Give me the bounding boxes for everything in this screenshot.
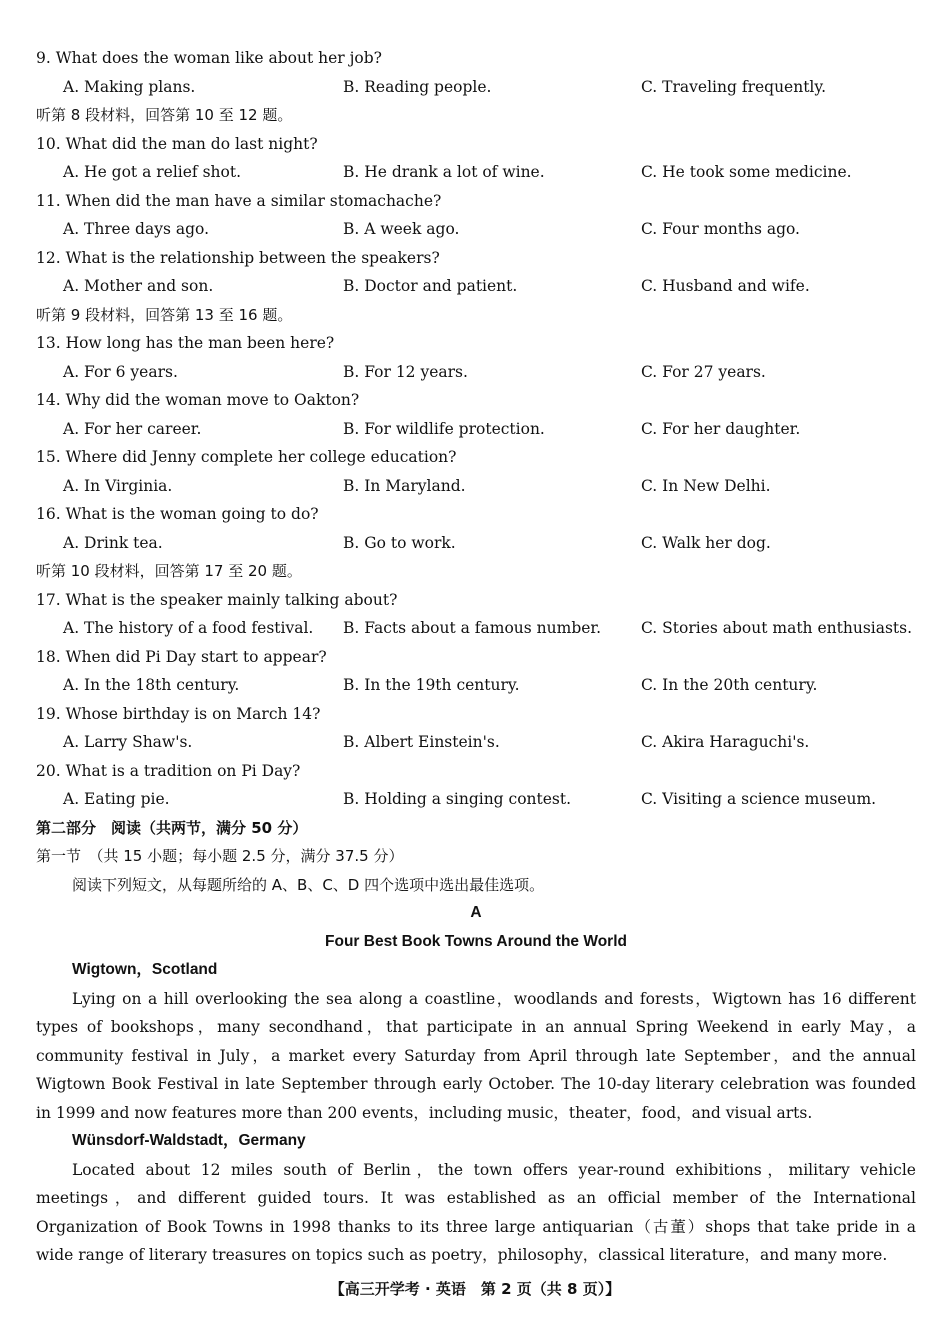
option-b: B. Albert Einstein's. xyxy=(343,733,500,751)
option-c: C. Four months ago. xyxy=(641,220,800,238)
passage-letter: A xyxy=(470,904,482,921)
question-text: 11. When did the man have a similar stomachache? xyxy=(36,191,442,210)
town-paragraph-wunsdorf: Located about 12 miles south of Berlin，the town offers year-round exhibitions，military vehicle meetings，and different guided tours. It was established as an official member of the International Organization of Book Towns in 1998 thanks to its three large antiquarian（古董）shops that take pride in a wide range of literary treasures on topics such as poetry，philosophy，classical literature，and many more. xyxy=(36,1160,916,1264)
option-b: B. In the 19th century. xyxy=(343,676,520,694)
question-text: 16. What is the woman going to do? xyxy=(36,505,319,523)
option-c: C. Akira Haraguchi's. xyxy=(641,733,810,751)
section-header-8: 听第 8 段材料，回答第 10 至 12 题。 xyxy=(36,106,293,124)
option-a: A. Mother and son. xyxy=(63,277,214,295)
option-b: B. Facts about a famous number. xyxy=(343,619,602,637)
options-row xyxy=(36,415,916,444)
option-a: A. Drink tea. xyxy=(63,533,163,552)
question-text: 10. What did the man do last night? xyxy=(36,134,318,153)
question-group-10-12 xyxy=(36,130,916,301)
option-b: B. Doctor and patient. xyxy=(343,277,518,295)
option-c: C. In New Delhi. xyxy=(641,476,771,495)
exam-page xyxy=(36,44,916,1270)
option-b: B. In Maryland. xyxy=(343,476,466,495)
town-heading-wunsdorf: Wünsdorf-Waldstadt，Germany xyxy=(72,1132,306,1149)
option-a: A. In the 18th century. xyxy=(63,676,240,694)
option-b: B. For wildlife protection. xyxy=(343,419,545,438)
section-header-9: 听第 9 段材料，回答第 13 至 16 题。 xyxy=(36,305,293,324)
options-row xyxy=(36,671,916,700)
options-row xyxy=(36,472,916,501)
option-a: A. The history of a food festival. xyxy=(63,619,314,637)
question-group-13-16 xyxy=(36,329,916,557)
reading-instruction: 阅读下列短文，从每题所给的 A、B、C、D 四个选项中选出最佳选项。 xyxy=(72,875,545,894)
options-row xyxy=(36,358,916,387)
part2-title: 第二部分 阅读（共两节，满分 50 分） xyxy=(36,818,308,837)
options-row xyxy=(36,73,916,102)
option-b: B. A week ago. xyxy=(343,220,460,238)
question-group-9 xyxy=(36,44,916,101)
option-c: C. Visiting a science museum. xyxy=(641,790,877,808)
option-a: A. Eating pie. xyxy=(63,790,170,808)
options-row xyxy=(36,529,916,558)
question-text: 9. What does the woman like about her job? xyxy=(36,49,382,67)
options-row xyxy=(36,728,916,757)
option-a: A. He got a relief shot. xyxy=(63,163,242,181)
passage-title: Four Best Book Towns Around the World xyxy=(325,932,627,950)
options-row xyxy=(36,215,916,244)
section-header-10: 听第 10 段材料，回答第 17 至 20 题。 xyxy=(36,562,302,580)
option-c: C. For her daughter. xyxy=(641,419,801,438)
option-a: A. For her career. xyxy=(63,419,202,438)
option-c: C. He took some medicine. xyxy=(641,163,852,181)
question-text: 20. What is a tradition on Pi Day? xyxy=(36,761,301,780)
options-row xyxy=(36,158,916,187)
option-c: C. Traveling frequently. xyxy=(641,77,827,96)
option-c: C. Walk her dog. xyxy=(641,533,771,552)
option-c: C. In the 20th century. xyxy=(641,676,818,694)
question-text: 17. What is the speaker mainly talking about? xyxy=(36,590,398,609)
option-a: A. For 6 years. xyxy=(63,362,178,381)
town-paragraph-wigtown: Lying on a hill overlooking the sea along a coastline，woodlands and forests，Wigtown has 16 different types of bookshops，many secondhand，that participate in an annual Spring Weekend in early May，a community festival in July，a market every Saturday from April through late September，and the annual Wigtown Book Festival in late September through early October. The 10-day literary celebration was founded in 1999 and now features more than 200 events，including music，theater，food，and visual arts. xyxy=(36,989,916,1122)
question-text: 19. Whose birthday is on March 14? xyxy=(36,704,321,723)
town-heading-wigtown: Wigtown，Scotland xyxy=(72,961,218,978)
option-a: A. Larry Shaw's. xyxy=(63,733,193,751)
option-b: B. Go to work. xyxy=(343,533,456,552)
question-text: 12. What is the relationship between the speakers? xyxy=(36,248,440,267)
option-c: C. For 27 years. xyxy=(641,362,766,381)
option-b: B. For 12 years. xyxy=(343,362,468,381)
option-b: B. Reading people. xyxy=(343,77,492,96)
option-c: C. Husband and wife. xyxy=(641,277,810,295)
option-c: C. Stories about math enthusiasts. xyxy=(641,619,913,637)
options-row xyxy=(36,614,916,643)
options-row xyxy=(36,785,916,814)
option-a: A. In Virginia. xyxy=(63,476,173,495)
question-text: 15. Where did Jenny complete her college education? xyxy=(36,448,457,466)
options-row xyxy=(36,272,916,301)
option-a: A. Three days ago. xyxy=(63,220,210,238)
option-b: B. Holding a singing contest. xyxy=(343,790,572,808)
section1-title: 第一节 （共 15 小题；每小题 2.5 分，满分 37.5 分） xyxy=(36,847,404,865)
question-text: 18. When did Pi Day start to appear? xyxy=(36,647,327,666)
question-text: 13. How long has the man been here? xyxy=(36,334,335,352)
page-footer: 【高三开学考 · 英语 第 2 页（共 8 页）】 xyxy=(329,1280,621,1298)
option-a: A. Making plans. xyxy=(63,77,196,96)
question-text: 14. Why did the woman move to Oakton? xyxy=(36,391,360,409)
option-b: B. He drank a lot of wine. xyxy=(343,163,545,181)
question-group-17-20 xyxy=(36,586,916,814)
